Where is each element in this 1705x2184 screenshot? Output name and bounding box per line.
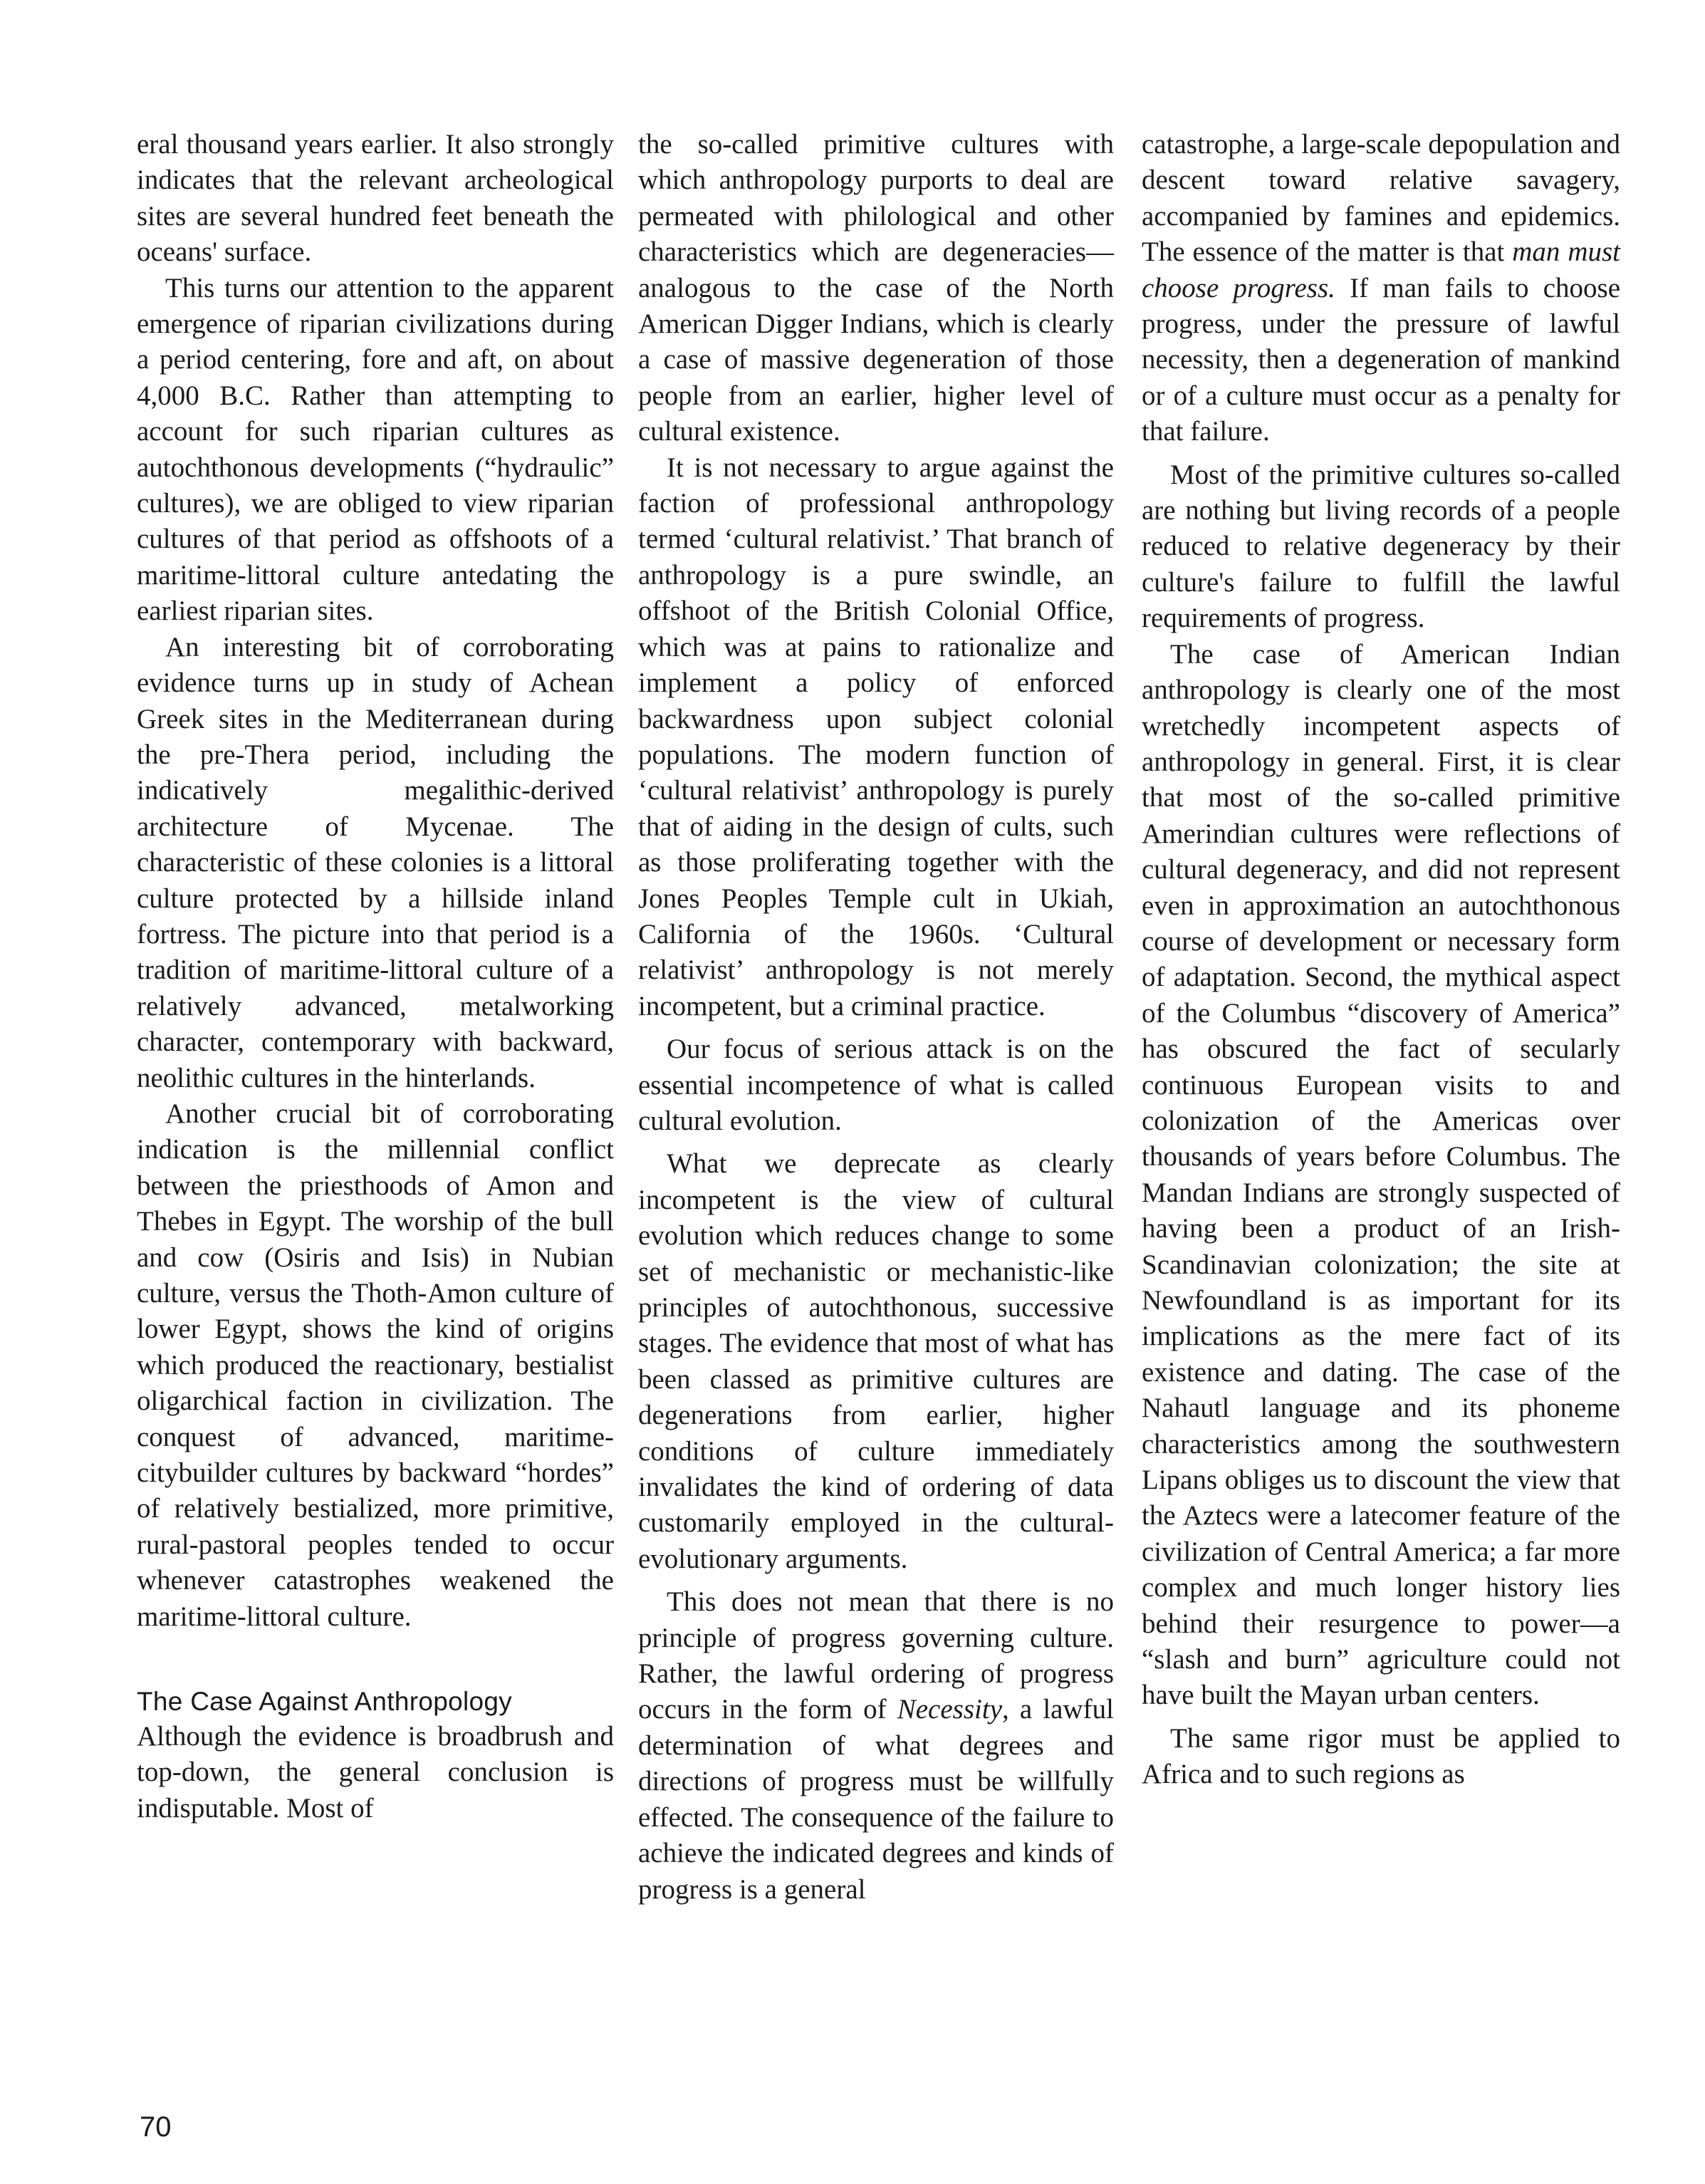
- paragraph: [1142, 127, 1620, 450]
- paragraph: the so-called primitive cultures with which anthropology purports to deal are permeated with philological and other characteristics which are degeneracies—analogous to the case of the North American Digger Indians, which is clearly a case of massive degeneration of those people from an earlier, higher level of cultural existence.: [638, 129, 1114, 447]
- italic-term: Necessity: [897, 1694, 1003, 1725]
- paragraph: It is not necessary to argue against the faction of professional anthropology termed ‘cultural relativist.’ That branch of anthropology is a pure swindle, an offshoot of the British Colonial Office, which was at pains to rationalize and implement a policy of enforced backwardness upon subject colonial populations. The modern function of ‘cultural relativist’ anthropology is purely that of aiding in the design of cults, such as those proliferating together with the Jones Peoples Temple cult in Ukiah, California of the 1960s. ‘Cultural relativist’ anthropology is not merely incompetent, but a criminal practice.: [638, 452, 1114, 1021]
- paragraph-text: This does not mean that there is no principle of progress governing culture. Rather, the lawful ordering of progress occurs in the form of: [638, 1586, 1114, 1725]
- paragraph: What we deprecate as clearly incompetent is the view of cultural evolution which reduces change to some set of mechanistic or mechanistic-like principles of autochthonous, successive stages. The evidence that most of what has been classed as primitive cultures are degenerations from earlier, higher conditions of culture immediately invalidates the kind of ordering of data customarily employed in the cultural-evolutionary arguments.: [638, 1148, 1114, 1574]
- paragraph: [638, 1584, 1114, 1908]
- paragraph: Our focus of serious attack is on the essential incompetence of what is called cultural evolution.: [638, 1034, 1114, 1136]
- paragraph: eral thousand years earlier. It also strongly indicates that the relevant archeological sites are several hundred feet beneath the oceans' surface.: [137, 129, 614, 268]
- paragraph-text: , a lawful determination of what degrees and directions of progress must be willfully effected. The consequence of the failure to achieve the indicated degrees and kinds of progress is a general: [638, 1694, 1114, 1905]
- page-number: 70: [140, 2111, 172, 2143]
- paragraph: Although the evidence is broadbrush and top-down, the general conclusion is indisputable. Most of: [137, 1721, 614, 1824]
- section-heading: The Case Against Anthropology: [137, 1687, 513, 1717]
- text-column-3: [1142, 127, 1620, 1793]
- paragraph: The case of American Indian anthropology is clearly one of the most wretchedly incompetent aspects of anthropology in general. First, it is clear that most of the so-called primitive Amerindian cultures were reflections of cultural degeneracy, and did not represent even in approximation an autochthonous course of development or necessary form of adaptation. Second, the mythical aspect of the Columbus “discovery of America” has obscured the fact of secularly continuous European visits to and colonization of the Americas over thousands of years before Columbus. The Mandan Indians are strongly suspected of having been a product of an Irish-Scandinavian colonization; the site at Newfoundland is as important for its implications as the mere fact of its existence and dating. The case of the Nahautl language and its phoneme characteristics among the southwestern Lipans obliges us to discount the view that the Aztecs were a latecomer feature of the civilization of Central America; a far more complex and much longer history lies behind their resurgence to power—a “slash and burn” agriculture could not have built the Mayan urban centers.: [1142, 638, 1620, 1711]
- italic-phrase: man must choose progress.: [1142, 236, 1621, 303]
- paragraph: Most of the primitive cultures so-called are nothing but living records of a people reduced to relative degeneracy by their culture's failure to fulfill the lawful requirements of progress.: [1142, 459, 1620, 634]
- paragraph: An interesting bit of corroborating evidence turns up in study of Achean Greek sites in the Mediterranean during the pre-Thera period, including the indicatively megalithic-derived architecture of Mycenae. The characteristic of these colonies is a littoral culture protected by a hillside inland fortress. The picture into that period is a tradition of maritime-littoral culture of a relatively advanced, metalworking character, contemporary with backward, neolithic cultures in the hinterlands.: [137, 631, 614, 1093]
- text-column-2: [638, 127, 1114, 1908]
- paragraph: This turns our attention to the apparent emergence of riparian civilizations during a period centering, fore and aft, on about 4,000 B.C. Rather than attempting to account for such riparian cultures as autochthonous developments (“hydraulic” cultures), we are obliged to view riparian cultures of that period as offshoots of a maritime-littoral culture antedating the earliest riparian sites.: [137, 272, 614, 627]
- paragraph: Another crucial bit of corroborating indication is the millennial conflict between the priesthoods of Amon and Thebes in Egypt. The worship of the bull and cow (Osiris and Isis) in Nubian culture, versus the Thoth-Amon culture of lower Egypt, shows the kind of origins which produced the reactionary, bestialist oligarchical faction in civilization. The conquest of advanced, maritime-citybuilder cultures by backward “hordes” of relatively bestialized, more primitive, rural-pastoral peoples tended to occur whenever catastrophes weakened the maritime-littoral culture.: [137, 1098, 614, 1632]
- paragraph-text: catastrophe, a large-scale depopulation and descent toward relative savagery, accompanied by famines and epidemics. The essence of the matter is that: [1142, 129, 1620, 268]
- paragraph: The same rigor must be applied to Africa and to such regions as: [1142, 1722, 1620, 1790]
- paragraph-text: If man fails to choose progress, under the pressure of lawful necessity, then a degeneration of mankind or of a culture must occur as a penalty for that failure.: [1142, 272, 1621, 447]
- text-column-1: [137, 127, 614, 1826]
